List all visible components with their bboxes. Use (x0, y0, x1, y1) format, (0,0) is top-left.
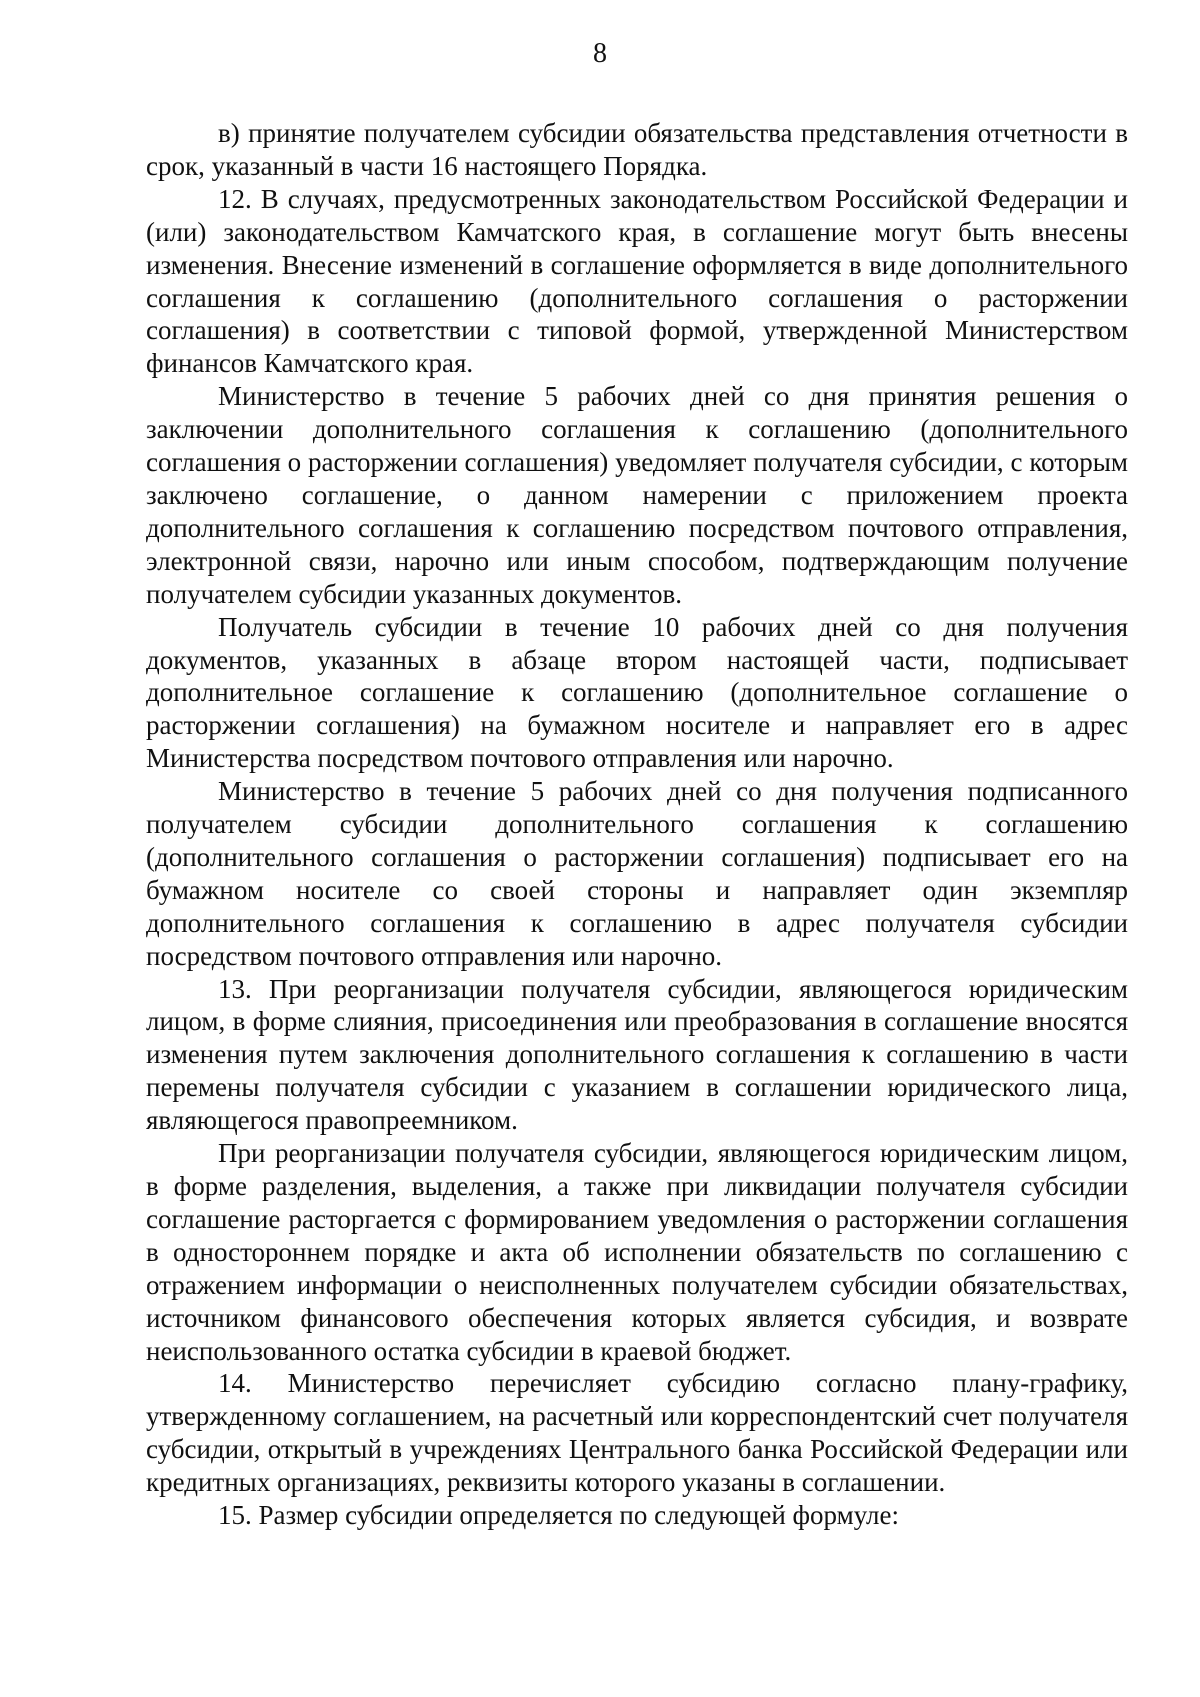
document-body (146, 117, 1128, 1532)
paragraph-15: 15. Размер субсидии определяется по следующей формуле: (218, 1500, 899, 1531)
page-number: 8 (593, 38, 607, 69)
paragraph-13: 13. При реорганизации получателя субсидии, являющегося юридическим лицом, в форме слияния, присоединения или преобразования в соглашение вносятся изменения путем заключения дополнительного соглашения к соглашению в части перемены получателя субсидии с указанием в соглашении юридического лица, являющегося правопреемником. (146, 973, 1128, 1136)
paragraph-12: 12. В случаях, предусмотренных законодательством Российской Федерации и (или) законодательством Камчатского края, в соглашение могут быть внесены изменения. Внесение изменений в соглашение оформляется в виде дополнительного соглашения к соглашению (дополнительного соглашения о расторжении соглашения) в соответствии с типовой формой, утвержденной Министерством финансов Камчатского края. (146, 183, 1128, 379)
paragraph-12-recipient-signing: Получатель субсидии в течение 10 рабочих дней со дня получения документов, указанных в абзаце втором настоящей части, подписывает дополнительное соглашение к соглашению (дополнительное соглашение о расторжении соглашения) на бумажном носителе и направляет его в адрес Министерства посредством почтового отправления или нарочно. (146, 611, 1128, 774)
paragraph-14: 14. Министерство перечисляет субсидию согласно плану-графику, утвержденному соглашением, на расчетный или корреспондентский счет получателя субсидии, открытый в учреждениях Центрального банка Российской Федерации или кредитных организациях, реквизиты которого указаны в соглашении. (146, 1368, 1128, 1498)
paragraph-13-liquidation: При реорганизации получателя субсидии, являющегося юридическим лицом, в форме разделения, выделения, а также при ликвидации получателя субсидии соглашение расторгается с формированием уведомления о расторжении соглашения в одностороннем порядке и акта об исполнении обязательств по соглашению с отражением информации о неисполненных получателем субсидии обязательствах, источником финансового обеспечения которых является субсидия, и возврате неиспользованного остатка субсидии в краевой бюджет. (146, 1138, 1128, 1366)
paragraph-12-notification: Министерство в течение 5 рабочих дней со дня принятия решения о заключении дополнительного соглашения к соглашению (дополнительного соглашения о расторжении соглашения) уведомляет получателя субсидии, с которым заключено соглашение, о данном намерении с приложением проекта дополнительного соглашения к соглашению посредством почтового отправления, электронной связи, нарочно или иным способом, подтверждающим получение получателем субсидии указанных документов. (146, 381, 1128, 609)
paragraph-item-v: в) принятие получателем субсидии обязательства представления отчетности в срок, указанный в части 16 настоящего Порядка. (146, 118, 1128, 181)
paragraph-12-ministry-signing: Министерство в течение 5 рабочих дней со дня получения подписанного получателем субсидии дополнительного соглашения к соглашению (дополнительного соглашения о расторжении соглашения) подписывает его на бумажном носителе со своей стороны и направляет один экземпляр дополнительного соглашения к соглашению в адрес получателя субсидии посредством почтового отправления или нарочно. (146, 776, 1128, 971)
